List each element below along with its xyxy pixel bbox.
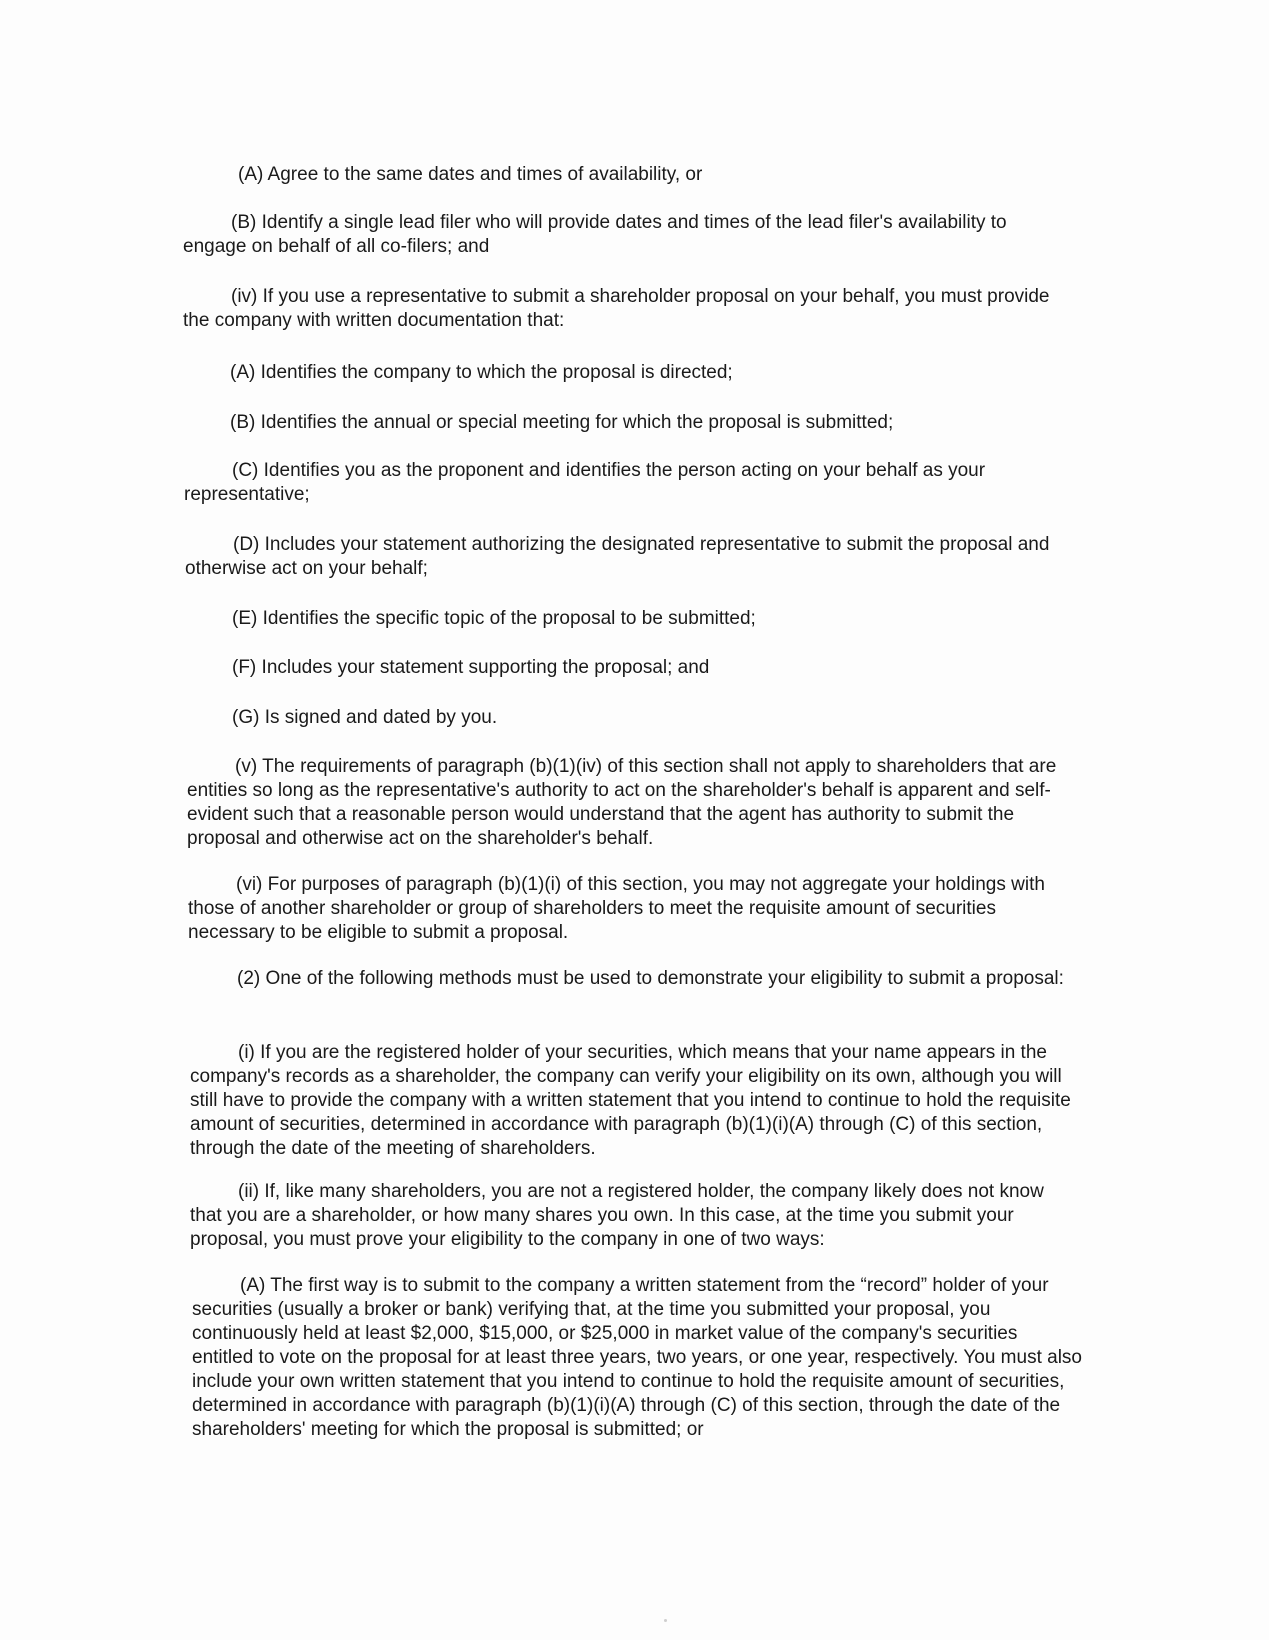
paragraph-b-lead-filer: (B) Identify a single lead filer who will provide dates and times of the lead filer's availability to engage on behalf of all co-filers; and — [183, 212, 1007, 257]
paragraph-e-topic: (E) Identifies the specific topic of the proposal to be submitted; — [232, 608, 756, 629]
paragraph-f-supporting: (F) Includes your statement supporting the proposal; and — [232, 657, 710, 678]
paragraph-i-registered-holder: (i) If you are the registered holder of your securities, which means that your name appears in the company's records as a shareholder, the company can verify your eligibility on its own, although you will still have to provide the company with a written statement that you intend to continue to hold the requisite amount of securities, determined in accordance with paragraph (b)(1)(i)(A) through (C) of this section, through the date of the meeting of shareholders. — [190, 1042, 1071, 1159]
paragraph-a-first-way: (A) The first way is to submit to the company a written statement from the “record” holder of your securities (usually a broker or bank) verifying that, at the time you submitted your proposal, you continuously held at least $2,000, $15,000, or $25,000 in market value of the company's securities entitled to vote on the proposal for at least three years, two years, or one year, respectively. You must also include your own written statement that you intend to continue to hold the requisite amount of securities, determined in accordance with paragraph (b)(1)(i)(A) through (C) of this section, through the date of the shareholders' meeting for which the proposal is submitted; or — [192, 1275, 1082, 1440]
paragraph-d-authorizing: (D) Includes your statement authorizing the designated representative to submit the proposal and otherwise act on your behalf; — [185, 534, 1050, 579]
paragraph-2-methods: (2) One of the following methods must be used to demonstrate your eligibility to submit a proposal: — [237, 968, 1064, 989]
paragraph-b-meeting: (B) Identifies the annual or special meeting for which the proposal is submitted; — [230, 412, 894, 433]
paragraph-vi-aggregate: (vi) For purposes of paragraph (b)(1)(i) of this section, you may not aggregate your holdings with those of another shareholder or group of shareholders to meet the requisite amount of securities necessary to be eligible to submit a proposal. — [188, 874, 1045, 943]
paragraph-a-availability: (A) Agree to the same dates and times of availability, or — [238, 164, 703, 185]
paragraph-iv-representative: (iv) If you use a representative to submit a shareholder proposal on your behalf, you must provide the company with written documentation that: — [183, 286, 1050, 331]
scan-speck — [664, 1619, 667, 1622]
paragraph-g-signed: (G) Is signed and dated by you. — [232, 707, 498, 728]
paragraph-v-entities: (v) The requirements of paragraph (b)(1)(iv) of this section shall not apply to shareholders that are entities so long as the representative's authority to act on the shareholder's behalf is apparent and self-evident such that a reasonable person would understand that the agent has authority to submit the proposal and otherwise act on the shareholder's behalf. — [187, 756, 1057, 849]
paragraph-c-proponent: (C) Identifies you as the proponent and identifies the person acting on your behalf as your representative; — [184, 460, 986, 505]
paragraph-a-company: (A) Identifies the company to which the proposal is directed; — [230, 362, 733, 383]
paragraph-ii-not-registered: (ii) If, like many shareholders, you are not a registered holder, the company likely does not know that you are a shareholder, or how many shares you own. In this case, at the time you submit your proposal, you must prove your eligibility to the company in one of two ways: — [190, 1181, 1044, 1250]
